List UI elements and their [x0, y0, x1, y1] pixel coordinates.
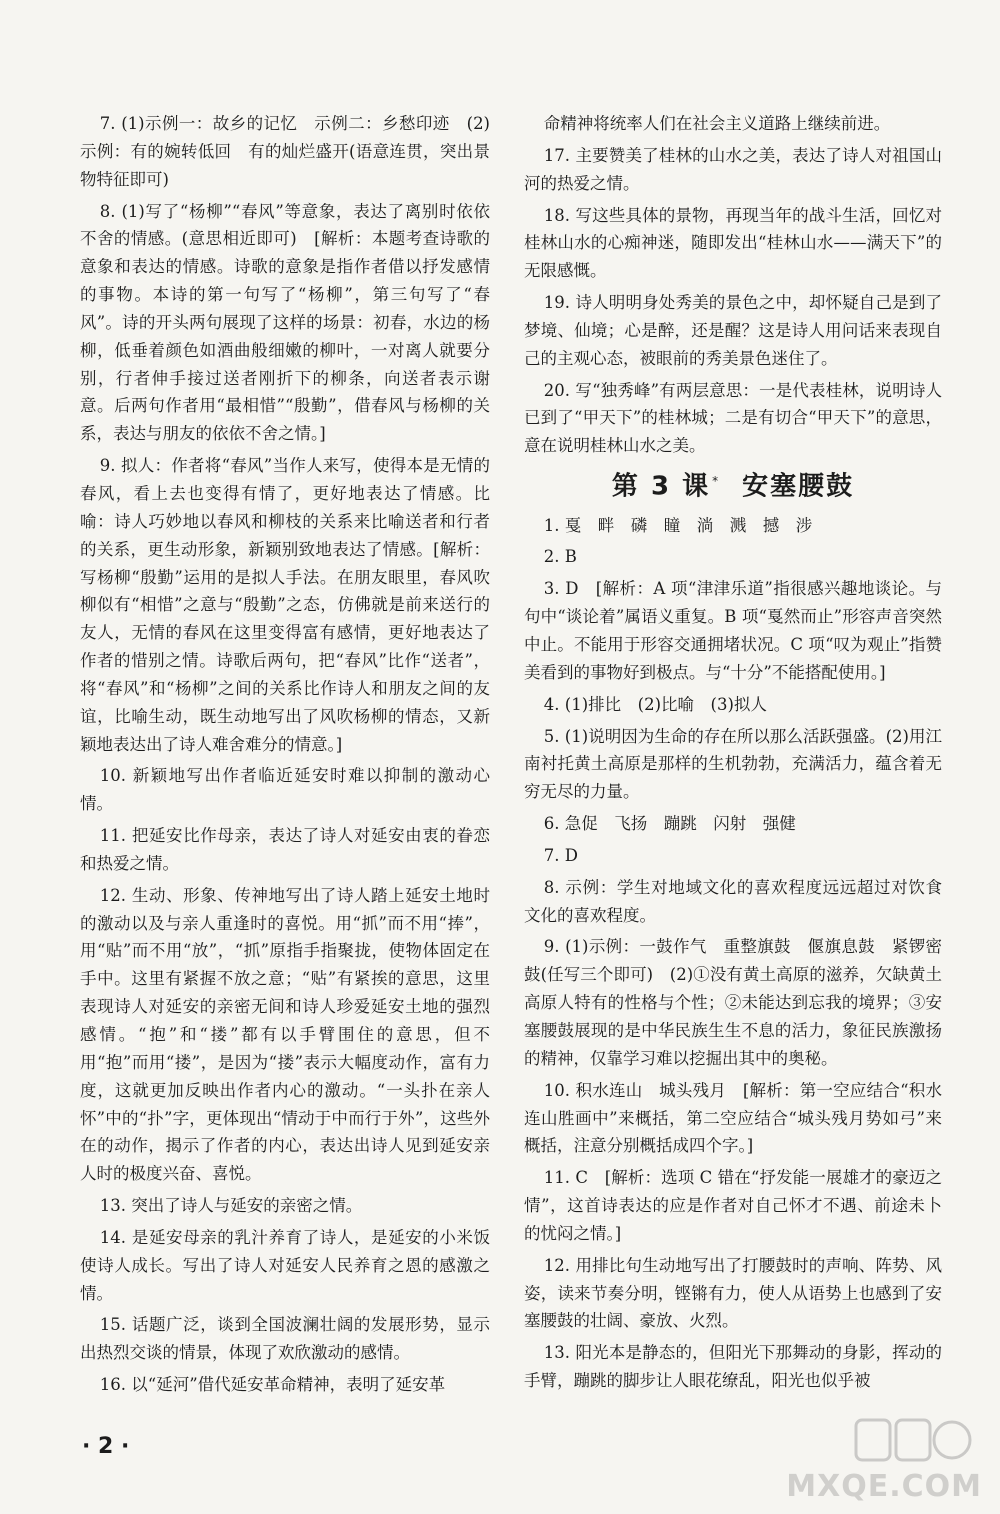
lesson-mark: * — [712, 474, 721, 489]
lesson-answer-4: 4. (1)排比 (2)比喻 (3)拟人 — [543, 694, 767, 714]
answer-9: 9. 拟人：作者将“春风”当作人来写，使得本是无情的春风，看上去也变得有情了，更好地表达了情感。比喻：诗人巧妙地以春风和柳枝的关系来比喻送者和行者的关系，更生动形象，新颖别致地表达了情感。[解析：写杨柳“殷勤”运用的是拟人手法。在朋友眼里，春风吹柳似有“相惜”之意与“殷勤”之态，仿佛就是前来送行的友人，无情的春风在这里变得富有感情，更好地表达了作者的惜别之情。诗歌后两句，把“春风”比作“送者”，将“春风”和“杨柳”之间的关系比作诗人和朋友之间的友谊，比喻生动，既生动地写出了风吹杨柳的情态，又新颖地表达出了诗人难舍难分的情意。] — [80, 456, 490, 754]
lesson-answer-2: 2. B — [543, 547, 577, 567]
answer-12: 12. 生动、形象、传神地写出了诗人踏上延安土地时的激动以及与亲人重逢时的喜悦。用“抓”而不用“捧”，用“贴”而不用“放”，“抓”原指手指聚拢，使物体固定在手中。这里有紧握不放之意；“贴”有紧挨的意思，这里表现诗人对延安的亲密无间和诗人珍爱延安土地的强烈感情。“抱”和“搂”都有以手臂围住的意思，但不用“抱”而用“搂”，是因为“搂”表示大幅度动作，富有力度，这就更加反映出作者内心的激动。“一头扑在亲人怀”中的“扑”字，更体现出“情动于中而行于外”，这些外在的动作，揭示了作者的内心，表达出诗人见到延安亲人时的极度兴奋、喜悦。 — [80, 885, 490, 1184]
lesson-answer-9: 9. (1)示例：一鼓作气 重整旗鼓 偃旗息鼓 紧锣密鼓(任写三个即可) (2)①没有黄土高原的滋养，欠缺黄土高原人特有的性格与个性；②未能达到忘我的境界；③安塞腰鼓展现的是中华民族生生不息的活力，象征民族激扬的精神，仅靠学习难以挖掘出其中的奥秘。 — [524, 937, 942, 1068]
page-number: · 2 · — [82, 1434, 130, 1459]
answer-18: 18. 写这些具体的景物，再现当年的战斗生活，回忆对桂林山水的心痴神迷，随即发出“桂林山水——满天下”的无限感慨。 — [524, 205, 942, 281]
lesson-answer-10: 10. 积水连山 城头残月 [解析：第一空应结合“积水连山胜画中”来概括，第二空应结合“城头残月势如弓”来概括，注意分别概括成四个字。] — [524, 1080, 942, 1156]
answer-13: 13. 突出了诗人与延安的亲密之情。 — [99, 1196, 363, 1216]
left-column — [80, 110, 490, 1403]
right-column — [524, 110, 942, 1399]
lesson-answer-8: 8. 示例：学生对地域文化的喜欢程度远远超过对饮食文化的喜欢程度。 — [524, 877, 942, 925]
watermark-emblem-icon — [852, 1414, 972, 1470]
answer-19: 19. 诗人明明身处秀美的景色之中，却怀疑自己是到了梦境、仙境；心是醉，还是醒？这是诗人用问话来表现自己的主观心态，被眼前的秀美景色迷住了。 — [524, 293, 942, 368]
answer-15: 15. 话题广泛，谈到全国波澜壮阔的发展形势，显示出热烈交谈的情景，体现了欢欣激动的感情。 — [80, 1315, 490, 1363]
lesson-answer-11: 11. C [解析：选项 C 错在“抒发能一展雄才的豪迈之情”，这首诗表达的应是作者对自己怀才不遇、前途未卜的忧闷之情。] — [524, 1168, 942, 1243]
answer-8: 8. (1)写了“杨柳”“春风”等意象，表达了离别时依依不舍的情感。(意思相近即可) [解析：本题考查诗歌的意象和表达的情感。诗歌的意象是指作者借以抒发感情的事物。本诗的第一句写了“杨柳”，第三句写了“春风”。诗的开头两句展现了这样的场景：初春，水边的杨柳，低垂着颜色如酒曲般细嫩的柳叶，一对离人就要分别，行者伸手接过送者刚折下的柳条，向送者表示谢意。后两句作者用“最相惜”“殷勤”，借春风与杨柳的关系，表达与朋友的依依不舍之情。] — [80, 201, 490, 444]
lesson-answer-5: 5. (1)说明因为生命的存在所以那么活跃强盛。(2)用江南衬托黄土高原是那样的生机勃勃，充满活力，蕴含着无穷无尽的力量。 — [524, 726, 942, 802]
lesson-title: 安塞腰鼓 — [742, 471, 855, 502]
answer-16-continued: 命精神将统率人们在社会主义道路上继续前进。 — [543, 114, 891, 133]
watermark-text: MXQE.COM — [786, 1469, 982, 1504]
answer-10: 10. 新颖地写出作者临近延安时难以抑制的激动心情。 — [80, 766, 490, 814]
answer-20: 20. 写“独秀峰”有两层意思：一是代表桂林，说明诗人已到了“甲天下”的桂林城；二是有切合“甲天下”的意思，意在说明桂林山水之美。 — [524, 380, 942, 456]
lesson-number: 第 3 课 — [611, 471, 711, 502]
lesson-answer-7: 7. D — [543, 845, 579, 865]
answer-11: 11. 把延安比作母亲，表达了诗人对延安由衷的眷恋和热爱之情。 — [80, 826, 490, 873]
lesson-answer-12: 12. 用排比句生动地写出了打腰鼓时的声响、阵势、风姿，读来节奏分明，铿锵有力，使人从语势上也感到了安塞腰鼓的壮阔、豪放、火烈。 — [524, 1255, 942, 1331]
answer-14: 14. 是延安母亲的乳汁养育了诗人，是延安的小米饭使诗人成长。写出了诗人对延安人民养育之恩的感激之情。 — [80, 1227, 490, 1303]
watermark-logo — [762, 1414, 982, 1504]
answer-17: 17. 主要赞美了桂林的山水之美，表达了诗人对祖国山河的热爱之情。 — [524, 145, 942, 193]
lesson-answer-6: 6. 急促 飞扬 蹦跳 闪射 强健 — [543, 814, 796, 834]
lesson-heading — [524, 468, 942, 502]
answer-16: 16. 以“延河”借代延安革命精神，表明了延安革 — [99, 1375, 446, 1395]
answer-7: 7. (1)示例一：故乡的记忆 示例二：乡愁印迹 (2)示例：有的婉转低回 有的灿烂盛开(语意连贯，突出景物特征即可) — [80, 114, 490, 189]
lesson-answer-13: 13. 阳光本是静态的，但阳光下那舞动的身影，挥动的手臂，蹦跳的脚步让人眼花缭乱，阳光也似乎被 — [524, 1343, 942, 1391]
lesson-answer-3: 3. D [解析：A 项“津津乐道”指很感兴趣地谈论。与句中“谈论着”属语义重复。B 项“戛然而止”形容声音突然中止。不能用于形容交通拥堵状况。C 项“叹为观止”指赞美看到的事物好到极点。与“十分”不能搭配使用。] — [524, 579, 942, 682]
lesson-answer-1: 1. 戛 畔 磷 瞳 淌 溅 撼 涉 — [543, 515, 813, 535]
